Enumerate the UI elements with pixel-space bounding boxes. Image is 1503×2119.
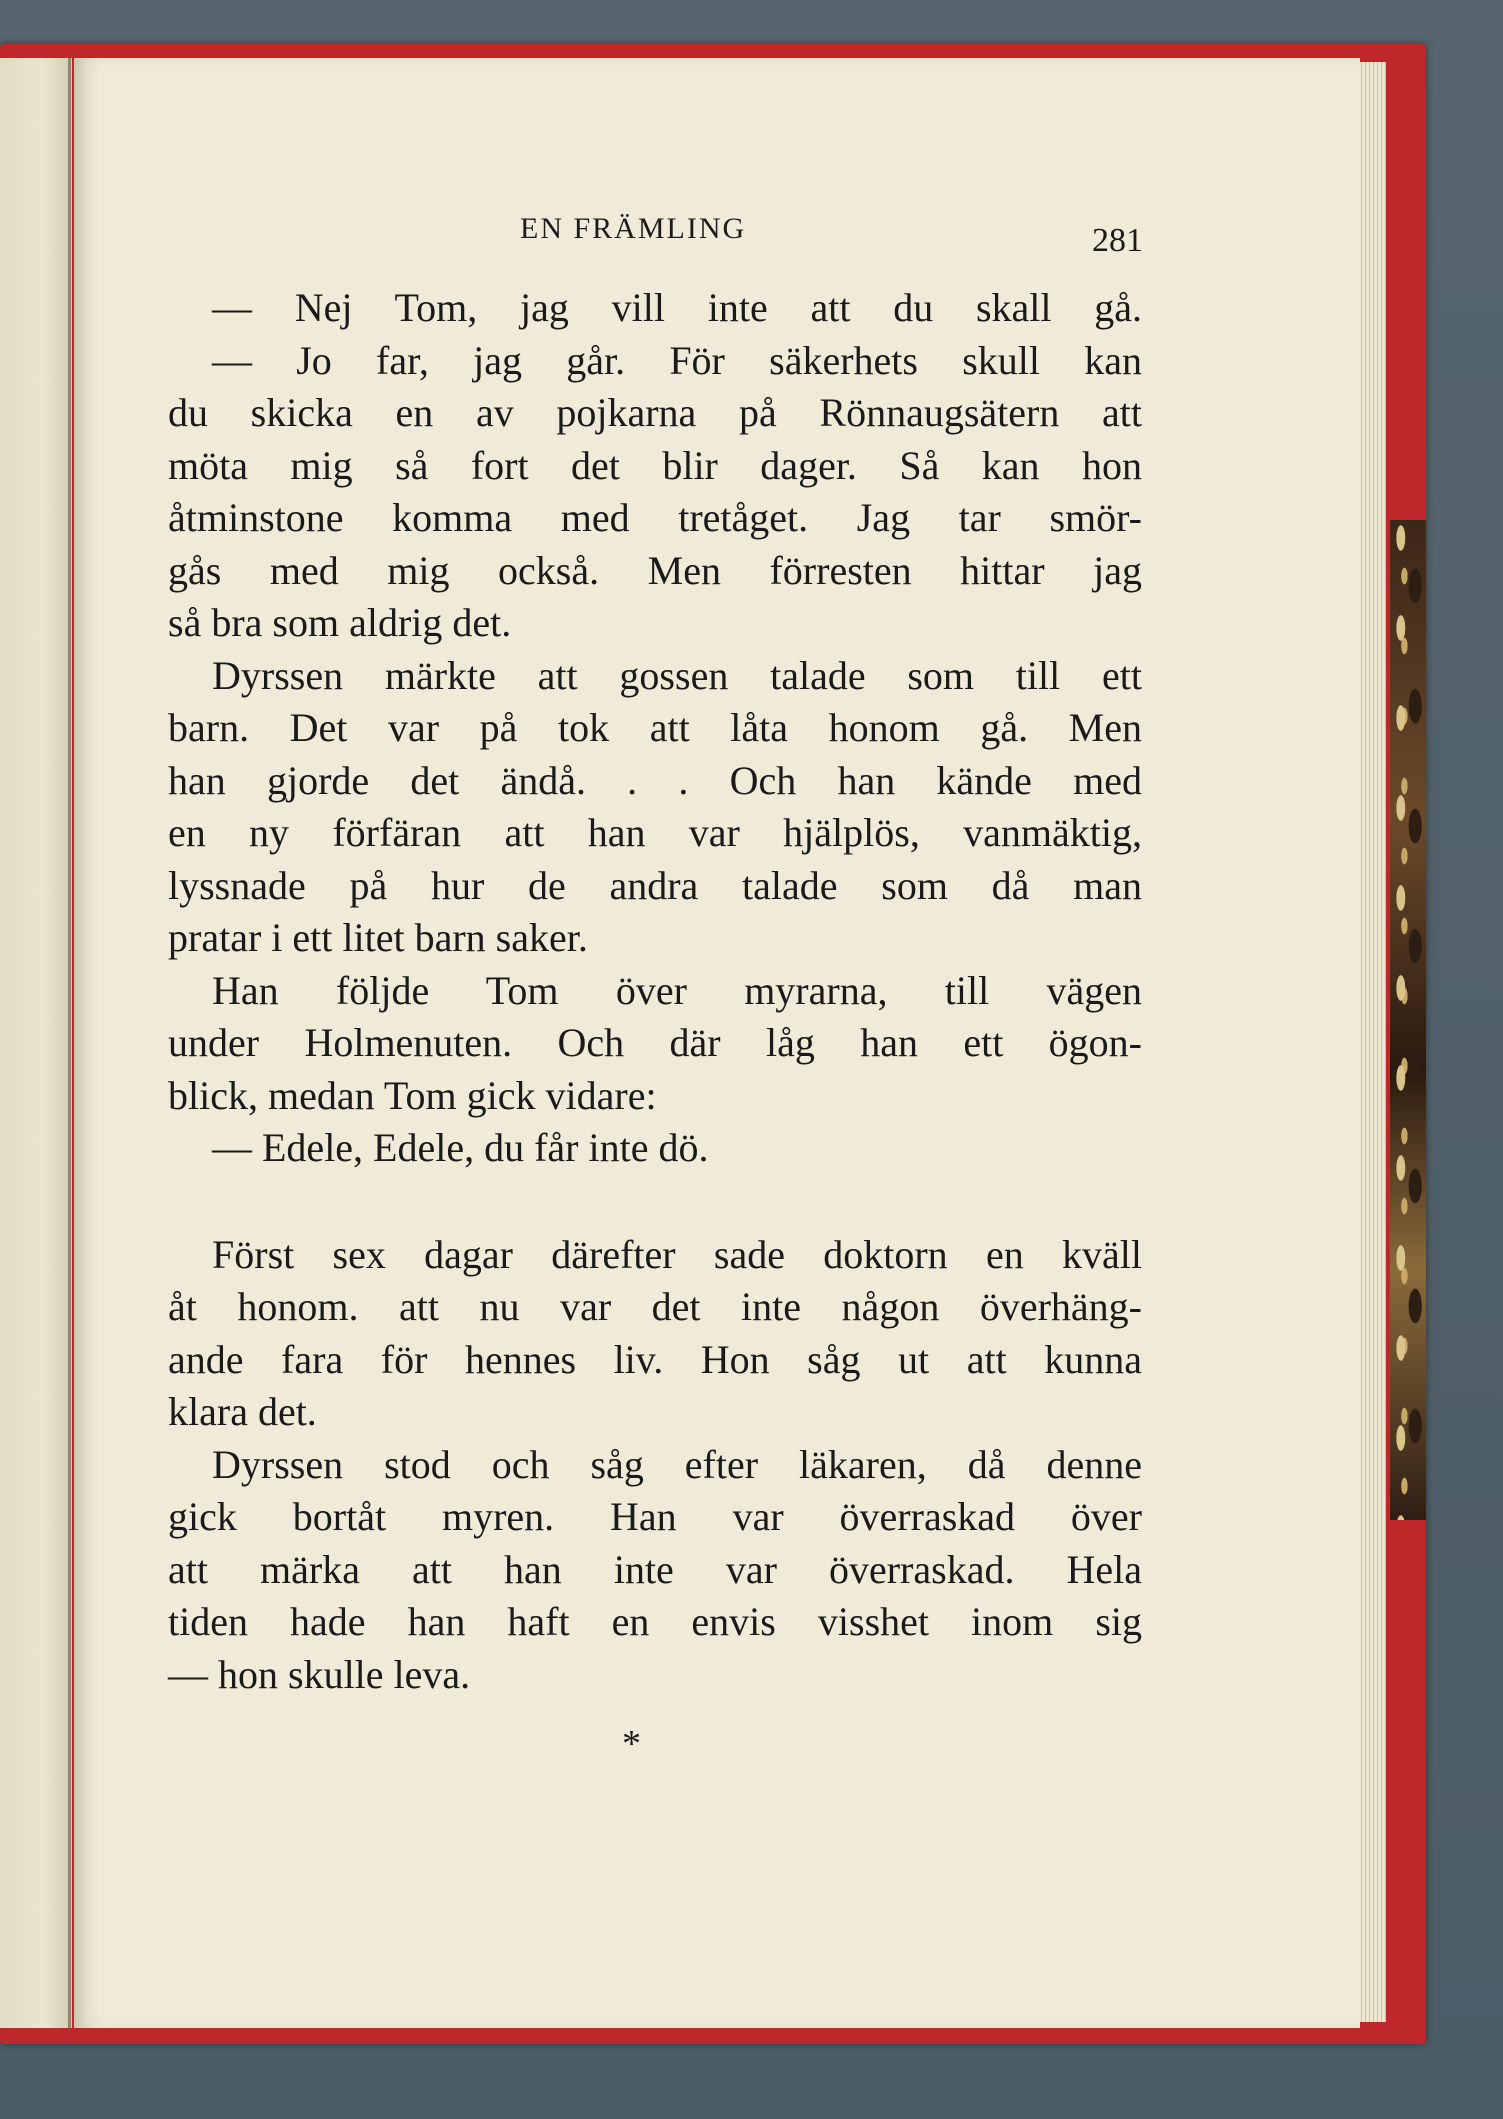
text-line: att märka att han inte var överraskad. Hela: [168, 1546, 1142, 1592]
text-line: han gjorde det ändå. . . Och han kände med: [168, 757, 1142, 803]
body-text: [168, 282, 1142, 1701]
text-line: gick bortåt myren. Han var överraskad över: [168, 1494, 1142, 1539]
text-line: du skicka en av pojkarna på Rönnaugsätern att: [168, 390, 1142, 435]
text-line: Först sex dagar därefter sade doktorn en kväll: [212, 1231, 1142, 1277]
text-line: Dyrssen märkte att gossen talade som till ett: [212, 652, 1142, 698]
section-break-asterisk: *: [622, 1723, 641, 1765]
text-line: åt honom. att nu var det inte någon överhäng-: [168, 1284, 1142, 1329]
marbled-endpaper: [1390, 520, 1426, 1520]
page-number: 281: [1092, 222, 1143, 259]
text-line: — Edele, Edele, du får inte dö.: [212, 1125, 709, 1170]
text-line: barn. Det var på tok att låta honom gå. Men: [168, 705, 1142, 750]
text-line: lyssnade på hur de andra talade som då man: [168, 862, 1142, 908]
text-line: klara det.: [168, 1389, 317, 1434]
text-line: under Holmenuten. Och där låg han ett ögon-: [168, 1020, 1142, 1065]
gutter: [68, 58, 71, 2028]
text-line: ande fara för hennes liv. Hon såg ut att kunna: [168, 1336, 1142, 1382]
text-line: blick, medan Tom gick vidare:: [168, 1072, 657, 1118]
text-line: — Jo far, jag går. För säkerhets skull kan: [212, 337, 1142, 383]
section-gap: [168, 1175, 1142, 1229]
text-line: Dyrssen stod och såg efter läkaren, då denne: [212, 1441, 1142, 1487]
text-line: åtminstone komma med tretåget. Jag tar smör-: [168, 495, 1142, 540]
text-line: möta mig så fort det blir dager. Så kan hon: [168, 442, 1142, 488]
text-line: tiden hade han haft en envis visshet inom sig: [168, 1599, 1142, 1644]
text-line: en ny förfäran att han var hjälplös, vanmäktig,: [168, 810, 1142, 855]
text-line: — Nej Tom, jag vill inte att du skall gå.: [212, 285, 1142, 330]
text-line: — hon skulle leva.: [168, 1651, 471, 1697]
left-page-edge: [0, 58, 72, 2028]
text-line: så bra som aldrig det.: [168, 600, 512, 645]
text-line: gås med mig också. Men förresten hittar jag: [168, 547, 1142, 593]
running-title: EN FRÄMLING: [520, 212, 747, 245]
text-line: Han följde Tom över myrarna, till vägen: [212, 967, 1142, 1013]
text-line: pratar i ett litet barn saker.: [168, 915, 588, 960]
